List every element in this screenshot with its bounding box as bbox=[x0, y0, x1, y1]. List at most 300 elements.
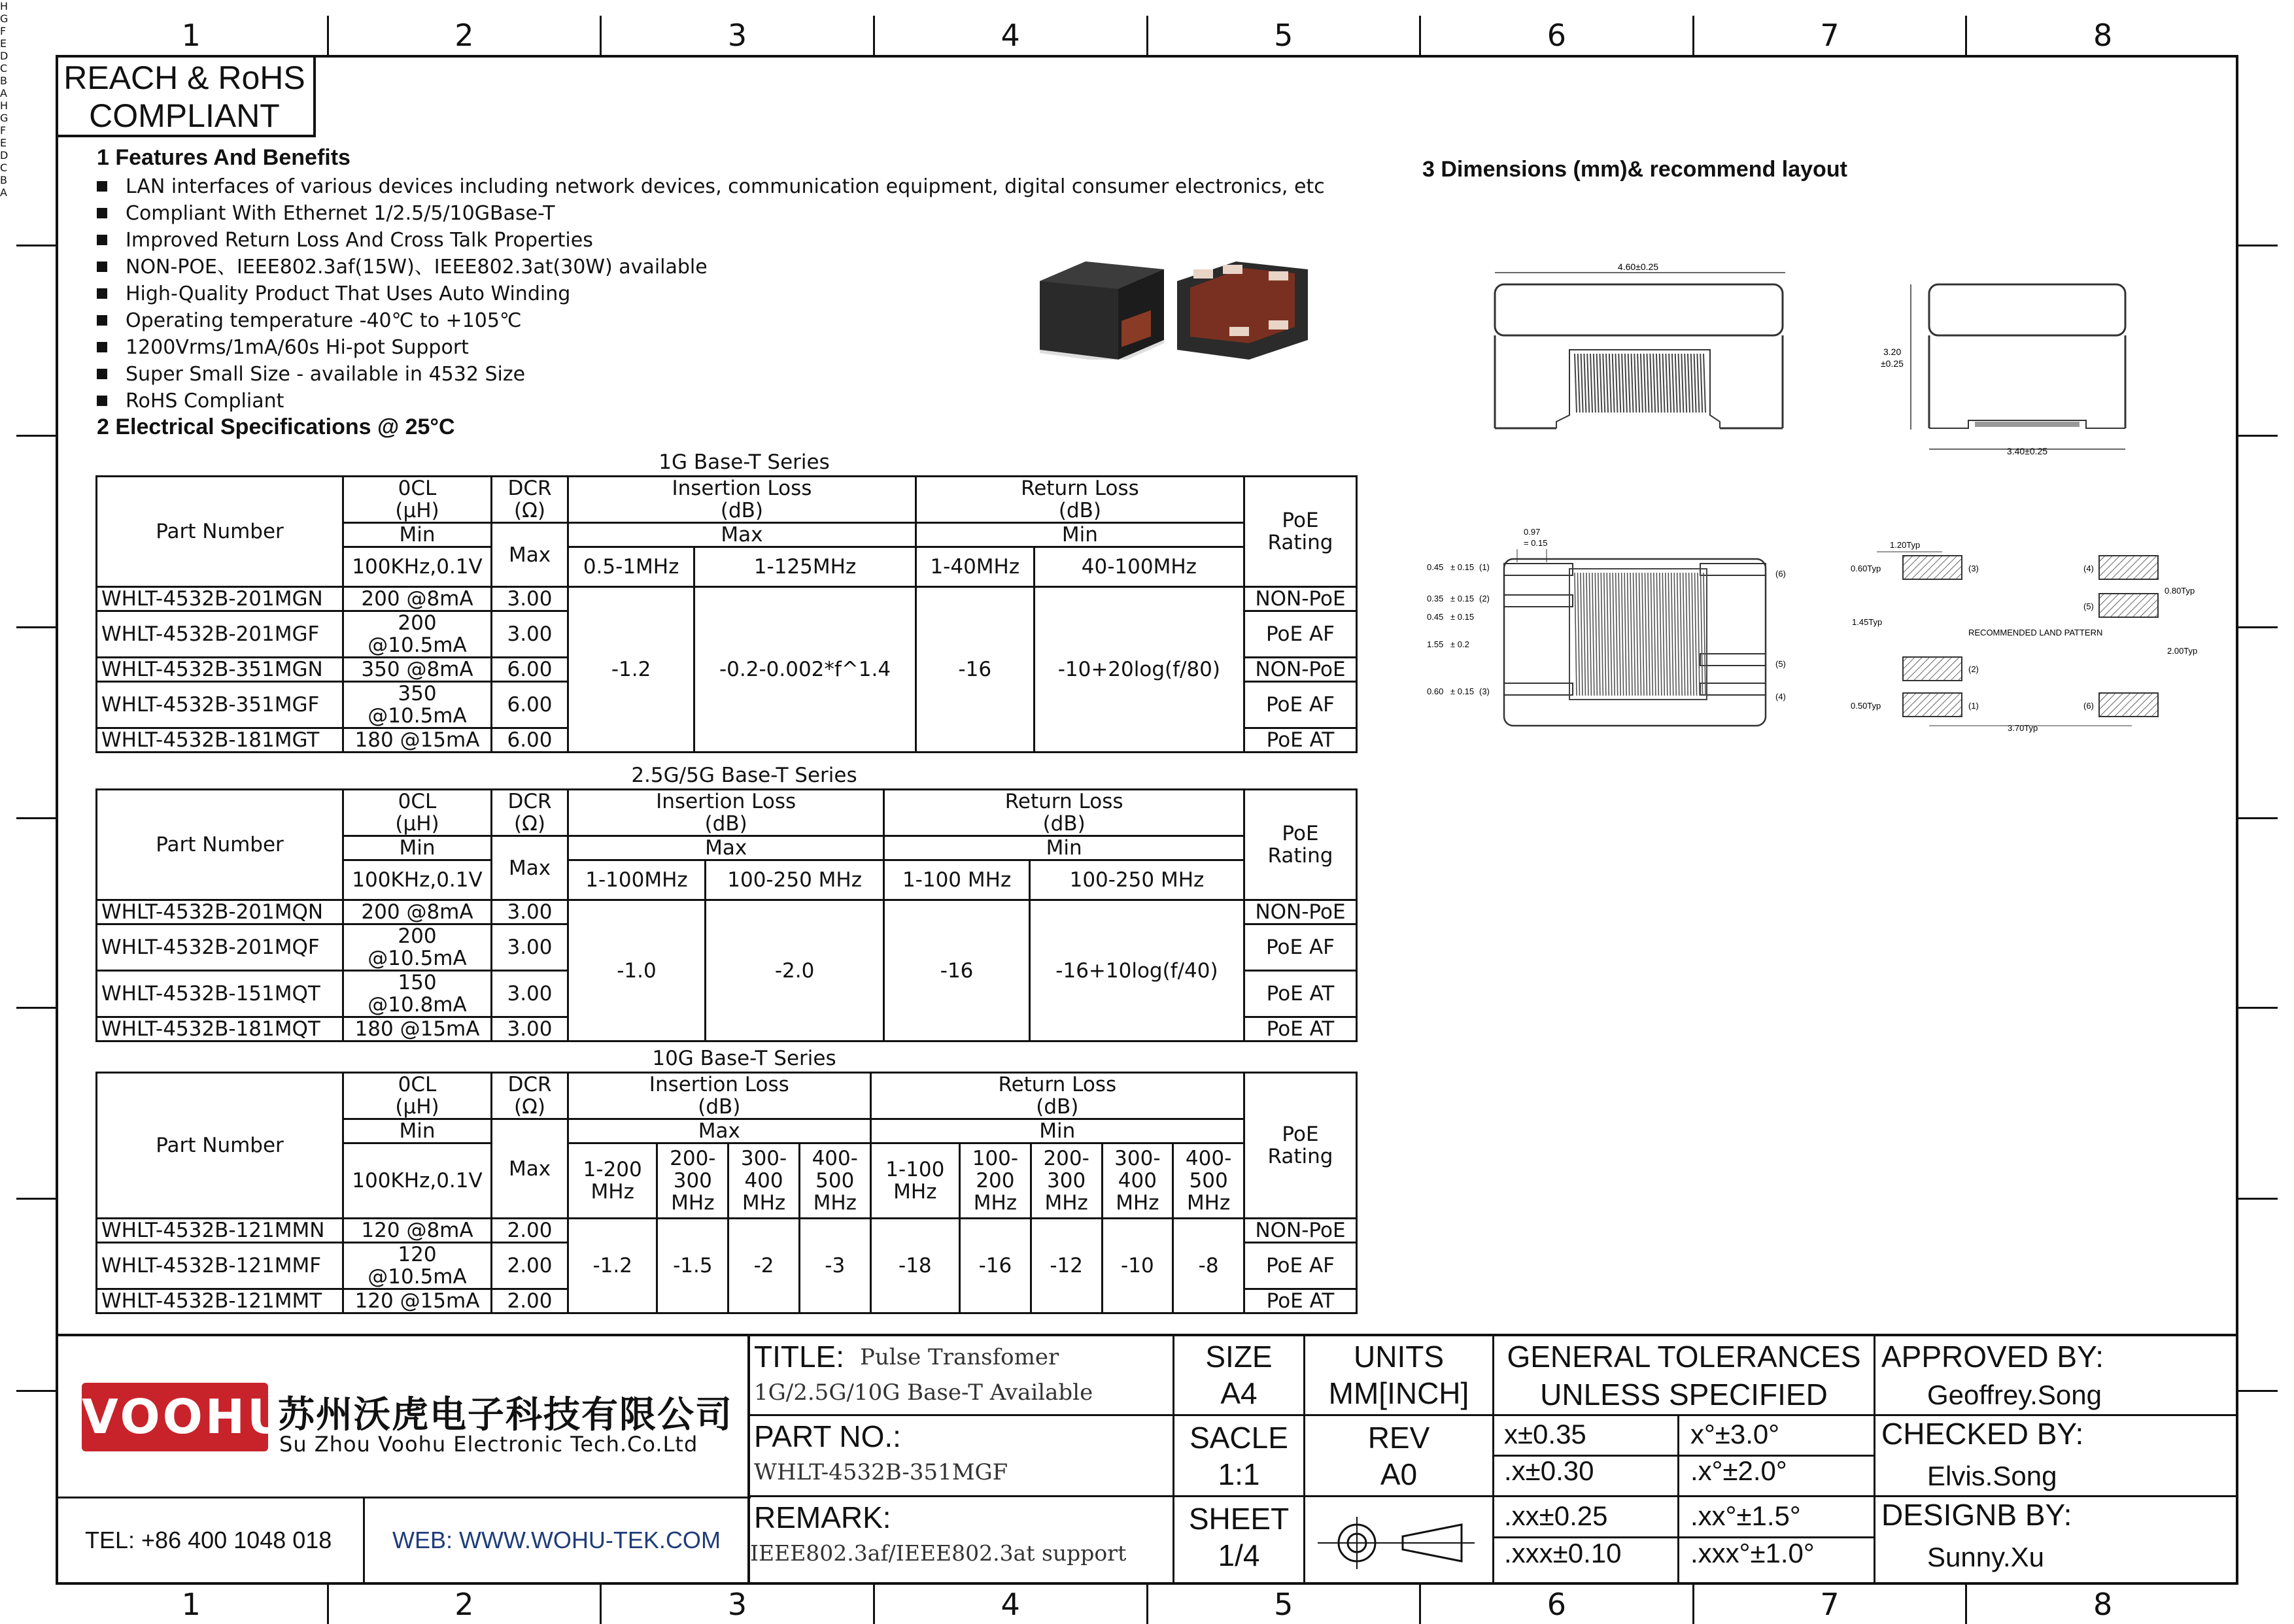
coil-wire bbox=[1688, 354, 1690, 413]
poe-rating-cell: PoE AF bbox=[1244, 1243, 1357, 1289]
row-label: D bbox=[0, 149, 9, 161]
band-header: 1-100MHz bbox=[568, 860, 706, 900]
svg-text:± 0.2: ± 0.2 bbox=[1450, 639, 1469, 649]
min-label: Min bbox=[343, 523, 492, 547]
coil-wire bbox=[1637, 354, 1639, 413]
row-label: B bbox=[0, 75, 7, 87]
column-label: 8 bbox=[2093, 18, 2113, 53]
sheet-value: 1/4 bbox=[1218, 1538, 1260, 1572]
column-label: 4 bbox=[875, 16, 1148, 55]
feature-item: Super Small Size - available in 4532 Size bbox=[97, 361, 1339, 388]
band-header: 40-100MHz bbox=[1034, 547, 1244, 587]
band-header: 1-40MHz bbox=[916, 547, 1034, 587]
ocl-cell: 120 @10.5mA bbox=[343, 1243, 492, 1289]
height-tolerance: ±0.25 bbox=[1881, 358, 1904, 369]
table-2g5-spec bbox=[95, 788, 1358, 1042]
column-index-top bbox=[56, 16, 2238, 55]
poe-rating-header: PoE Rating bbox=[1244, 477, 1357, 587]
max-label: Max bbox=[568, 523, 916, 547]
svg-text:1.45Typ: 1.45Typ bbox=[1852, 617, 1883, 627]
row-label: C bbox=[0, 62, 8, 75]
title-value-2: 1G/2.5G/10G Base-T Available bbox=[754, 1379, 1093, 1406]
svg-text:± 0.15: ± 0.15 bbox=[1450, 562, 1475, 572]
row-label: F bbox=[0, 25, 7, 37]
dcr-cell: 3.00 bbox=[492, 924, 568, 971]
table-row bbox=[97, 1219, 1357, 1243]
feature-item: 1200Vrms/1mA/60s Hi-pot Support bbox=[97, 334, 1339, 361]
row-label: C bbox=[0, 161, 8, 174]
svg-text:0.35: 0.35 bbox=[1427, 594, 1444, 603]
coil-wire bbox=[1703, 354, 1705, 413]
ocl-cell: 150 @10.8mA bbox=[343, 971, 492, 1017]
svg-text:(3): (3) bbox=[1968, 564, 1979, 573]
return-loss-value: -10 bbox=[1102, 1219, 1173, 1313]
min-label: Min bbox=[870, 1119, 1244, 1143]
insertion-loss-header: Insertion Loss (dB) bbox=[568, 477, 916, 523]
size-value: A4 bbox=[1220, 1376, 1258, 1410]
coil-wire bbox=[1631, 354, 1633, 413]
coil-wire bbox=[1674, 573, 1676, 696]
land-pattern-label: RECOMMENDED LAND PATTERN bbox=[1968, 628, 2103, 637]
insertion-loss-value: -1.2 bbox=[568, 1219, 657, 1313]
poe-rating-cell: PoE AF bbox=[1244, 924, 1357, 971]
coil-wire bbox=[1654, 573, 1656, 696]
coil-wire bbox=[1695, 573, 1697, 696]
linear-tolerance: .xxx±0.10 bbox=[1504, 1538, 1622, 1568]
coil-wire bbox=[1685, 354, 1686, 413]
max-label: Max bbox=[492, 1119, 568, 1219]
part-no-value: WHLT-4532B-351MGF bbox=[754, 1459, 1008, 1485]
pin-label: (1) bbox=[1479, 562, 1490, 572]
poe-rating-cell: PoE AF bbox=[1244, 611, 1357, 658]
header-row bbox=[97, 790, 1357, 836]
company-name-cn: 苏州沃虎电子科技有限公司 bbox=[278, 1394, 733, 1436]
coil-wire bbox=[1656, 573, 1658, 696]
dcr-cell: 6.00 bbox=[492, 728, 568, 753]
part-number-cell: WHLT-4532B-181MQT bbox=[97, 1017, 343, 1041]
coil-wire bbox=[1698, 573, 1700, 696]
band-header: 0.5-1MHz bbox=[568, 547, 694, 587]
coil-wire bbox=[1630, 573, 1632, 696]
insertion-loss-value: -2 bbox=[728, 1219, 800, 1313]
dcr-header: DCR (Ω) bbox=[492, 477, 568, 523]
compliance-box bbox=[56, 55, 316, 137]
insertion-loss-header: Insertion Loss (dB) bbox=[568, 790, 884, 836]
return-loss-header: Return Loss (dB) bbox=[884, 790, 1244, 836]
coil-wire bbox=[1656, 354, 1658, 413]
svg-text:± 0.15: ± 0.15 bbox=[1450, 612, 1475, 622]
coil-wire bbox=[1589, 573, 1591, 696]
pin-label: (6) bbox=[1775, 569, 1786, 579]
poe-rating-cell: PoE AT bbox=[1244, 1017, 1357, 1041]
band-header: 100-250 MHz bbox=[1029, 860, 1244, 900]
coil-wire bbox=[1660, 354, 1662, 413]
band-header: 100- 200 MHz bbox=[960, 1143, 1031, 1219]
band-header: 1-125MHz bbox=[694, 547, 916, 587]
ocl-header: 0CL (μH) bbox=[343, 477, 492, 523]
row-divider bbox=[16, 817, 56, 819]
coil-wire bbox=[1594, 354, 1596, 413]
ocl-cell: 200 @8mA bbox=[343, 900, 492, 924]
coil-wire bbox=[1697, 354, 1699, 413]
ocl-cell: 180 @15mA bbox=[343, 728, 492, 753]
sheet-label: SHEET bbox=[1188, 1502, 1290, 1536]
dcr-cell: 3.00 bbox=[492, 1017, 568, 1041]
part-number-cell: WHLT-4532B-201MGF bbox=[97, 611, 343, 658]
column-label: 3 bbox=[602, 1585, 875, 1624]
test-condition: 100KHz,0.1V bbox=[343, 1143, 492, 1219]
company-name-en: Su Zhou Voohu Electronic Tech.Co.Ltd bbox=[279, 1432, 698, 1457]
coil-wire bbox=[1618, 354, 1620, 413]
band-header: 1-100 MHz bbox=[884, 860, 1030, 900]
coil-wire bbox=[1590, 354, 1592, 413]
part-number-cell: WHLT-4532B-181MGT bbox=[97, 728, 343, 753]
units-label: UNITS bbox=[1354, 1340, 1444, 1374]
coil-wire bbox=[1575, 573, 1577, 696]
test-condition: 100KHz,0.1V bbox=[343, 860, 492, 900]
svg-text:3.70Typ: 3.70Typ bbox=[2008, 723, 2038, 733]
table-row bbox=[97, 587, 1357, 611]
insertion-loss-header: Insertion Loss (dB) bbox=[568, 1073, 871, 1119]
part-no-label: PART NO.: bbox=[754, 1419, 901, 1453]
pin-label: (5) bbox=[1775, 659, 1786, 669]
table-1g-spec bbox=[95, 475, 1358, 753]
header-row bbox=[97, 1073, 1357, 1119]
band-header: 200- 300 MHz bbox=[1031, 1143, 1102, 1219]
poe-rating-cell: NON-PoE bbox=[1244, 658, 1357, 682]
band-header: 400- 500 MHz bbox=[799, 1143, 870, 1219]
max-label: Max bbox=[492, 836, 568, 900]
insertion-loss-value: -2.0 bbox=[705, 900, 883, 1041]
dcr-header: DCR (Ω) bbox=[492, 790, 568, 836]
company-logo: VOOHU bbox=[82, 1383, 268, 1451]
features-title: 1 Features And Benefits bbox=[97, 145, 351, 170]
svg-text:0.60Typ: 0.60Typ bbox=[1851, 564, 1881, 573]
length-dimension: 4.60±0.25 bbox=[1617, 262, 1659, 272]
return-loss-value: -10+20log(f/80) bbox=[1034, 587, 1244, 753]
band-header: 100-250 MHz bbox=[705, 860, 883, 900]
linear-tolerance: .x±0.30 bbox=[1504, 1455, 1594, 1486]
poe-rating-cell: PoE AF bbox=[1244, 682, 1357, 728]
coil-wire bbox=[1625, 354, 1627, 413]
table-row bbox=[97, 900, 1357, 924]
min-label: Min bbox=[884, 836, 1244, 860]
coil-wire bbox=[1691, 354, 1693, 413]
column-label: 5 bbox=[1148, 1585, 1422, 1624]
coil-wire bbox=[1679, 354, 1681, 413]
remark-label: REMARK: bbox=[754, 1500, 891, 1534]
table-2g5-caption: 2.5G/5G Base-T Series bbox=[631, 764, 857, 787]
compliance-line-1: REACH & RoHS bbox=[63, 59, 305, 96]
table-1g-caption: 1G Base-T Series bbox=[659, 450, 830, 474]
part-number-cell: WHLT-4532B-201MGN bbox=[97, 587, 343, 611]
checked-value: Elvis.Song bbox=[1927, 1461, 2057, 1491]
coil-wire bbox=[1603, 354, 1605, 413]
coil-wire bbox=[1694, 354, 1696, 413]
units-value: MM[INCH] bbox=[1328, 1376, 1469, 1410]
band-header: 1-200 MHz bbox=[568, 1143, 657, 1219]
coil-wire bbox=[1677, 573, 1679, 696]
svg-text:0.60: 0.60 bbox=[1427, 686, 1444, 696]
coil-wire bbox=[1648, 573, 1650, 696]
linear-tolerance: .xx±0.25 bbox=[1504, 1500, 1608, 1531]
part-number-header: Part Number bbox=[97, 477, 343, 587]
coil-wire bbox=[1666, 354, 1668, 413]
product-image bbox=[1033, 235, 1314, 360]
ocl-header: 0CL (μH) bbox=[343, 790, 492, 836]
insertion-loss-value: -3 bbox=[799, 1219, 870, 1313]
coil-wire bbox=[1639, 573, 1641, 696]
max-label: Max bbox=[568, 836, 884, 860]
angle-tolerance: .x°±2.0° bbox=[1690, 1455, 1787, 1486]
coil-wire bbox=[1700, 354, 1702, 413]
row-divider bbox=[2238, 1390, 2278, 1392]
coil-wire bbox=[1666, 573, 1668, 696]
column-label: 5 bbox=[1148, 16, 1422, 55]
insertion-loss-value: -0.2-0.002*f^1.4 bbox=[694, 587, 916, 753]
return-loss-value: -16 bbox=[916, 587, 1034, 753]
coil-wire bbox=[1703, 573, 1705, 696]
ocl-cell: 180 @15mA bbox=[343, 1017, 492, 1041]
dcr-cell: 3.00 bbox=[492, 587, 568, 611]
ocl-cell: 200 @8mA bbox=[343, 587, 492, 611]
title-value: Pulse Transfomer bbox=[860, 1344, 1059, 1370]
max-label: Max bbox=[492, 523, 568, 587]
coil-wire bbox=[1641, 354, 1643, 413]
dcr-cell: 3.00 bbox=[492, 971, 568, 1017]
feature-item: Compliant With Ethernet 1/2.5/5/10GBase-T bbox=[97, 200, 1339, 227]
min-label: Min bbox=[916, 523, 1244, 547]
coil-wire bbox=[1660, 573, 1662, 696]
coil-wire bbox=[1628, 354, 1630, 413]
coil-wire bbox=[1634, 354, 1636, 413]
tolerance-title bbox=[1494, 1338, 1874, 1413]
coil-wire bbox=[1634, 573, 1635, 696]
ocl-header: 0CL (μH) bbox=[343, 1073, 492, 1119]
row-label: E bbox=[0, 137, 7, 149]
end-view-drawing bbox=[1864, 258, 2151, 467]
coil-wire bbox=[1663, 354, 1665, 413]
remark-value: IEEE802.3af/IEEE802.3at support bbox=[750, 1540, 1127, 1566]
min-label: Min bbox=[343, 1119, 492, 1143]
coil-wire bbox=[1644, 354, 1646, 413]
row-label: H bbox=[0, 99, 9, 112]
designed-label: DESIGNB BY: bbox=[1881, 1498, 2072, 1532]
rev-label: REV bbox=[1367, 1421, 1430, 1455]
tolerance-title-line-2: UNLESS SPECIFIED bbox=[1540, 1378, 1828, 1412]
svg-text:1.20Typ: 1.20Typ bbox=[1890, 540, 1921, 550]
return-loss-value: -16+10log(f/40) bbox=[1029, 900, 1244, 1041]
coil-wire bbox=[1672, 354, 1674, 413]
dcr-cell: 6.00 bbox=[492, 682, 568, 728]
coil-wire bbox=[1584, 354, 1586, 413]
part-number-cell: WHLT-4532B-121MMT bbox=[97, 1289, 343, 1313]
svg-text:0.45: 0.45 bbox=[1427, 562, 1444, 572]
row-divider bbox=[2238, 435, 2278, 437]
svg-text:± 0.15: ± 0.15 bbox=[1450, 594, 1475, 603]
row-label: G bbox=[0, 12, 9, 25]
ocl-cell: 120 @15mA bbox=[343, 1289, 492, 1313]
row-divider bbox=[16, 1198, 56, 1200]
coil-wire bbox=[1615, 354, 1617, 413]
coil-wire bbox=[1578, 354, 1580, 413]
company-web-link[interactable]: WEB: WWW.WOHU-TEK.COM bbox=[392, 1527, 721, 1553]
coil-wire bbox=[1701, 573, 1703, 696]
angle-tolerance: .xx°±1.5° bbox=[1690, 1500, 1801, 1531]
poe-rating-header: PoE Rating bbox=[1244, 1073, 1357, 1219]
dcr-cell: 3.00 bbox=[492, 611, 568, 658]
svg-text:2.00Typ: 2.00Typ bbox=[2167, 646, 2198, 656]
coil-wire bbox=[1616, 573, 1618, 696]
coil-wire bbox=[1647, 354, 1649, 413]
column-label: 6 bbox=[1421, 1585, 1694, 1624]
part-number-cell: WHLT-4532B-201MQF bbox=[97, 924, 343, 971]
return-loss-value: -16 bbox=[960, 1219, 1031, 1313]
svg-text:0.50Typ: 0.50Typ bbox=[1851, 701, 1881, 711]
pin-label: (2) bbox=[1479, 594, 1490, 603]
angle-tolerance: .xxx°±1.0° bbox=[1690, 1538, 1815, 1568]
row-label: B bbox=[0, 174, 7, 186]
coil-wire bbox=[1686, 573, 1688, 696]
size-label: SIZE bbox=[1205, 1340, 1273, 1374]
ocl-cell: 350 @10.5mA bbox=[343, 682, 492, 728]
coil-wire bbox=[1586, 573, 1588, 696]
coil-wire bbox=[1613, 573, 1615, 696]
coil-wire bbox=[1622, 573, 1624, 696]
product-photo-illustration bbox=[1033, 235, 1314, 360]
projection-symbol-icon bbox=[1318, 1510, 1481, 1576]
dcr-header: DCR (Ω) bbox=[492, 1073, 568, 1119]
band-header: 400- 500 MHz bbox=[1173, 1143, 1244, 1219]
height-dimension: 3.20 bbox=[1883, 347, 1902, 357]
coil-wire bbox=[1671, 573, 1673, 696]
feature-item: Improved Return Loss And Cross Talk Properties bbox=[97, 227, 1339, 254]
ocl-cell: 200 @10.5mA bbox=[343, 611, 492, 658]
table-10g-caption: 10G Base-T Series bbox=[652, 1047, 836, 1070]
coil-wire bbox=[1583, 573, 1585, 696]
scale-value: 1:1 bbox=[1218, 1457, 1260, 1491]
row-divider bbox=[16, 626, 56, 628]
return-loss-header: Return Loss (dB) bbox=[916, 477, 1244, 523]
row-label: A bbox=[0, 186, 7, 199]
column-label: 1 bbox=[56, 16, 329, 55]
coil-wire bbox=[1577, 573, 1579, 696]
min-label: Min bbox=[343, 836, 492, 860]
test-condition: 100KHz,0.1V bbox=[343, 547, 492, 587]
coil-wire bbox=[1601, 573, 1603, 696]
coil-wire bbox=[1668, 573, 1670, 696]
part-number-cell: WHLT-4532B-121MMF bbox=[97, 1243, 343, 1289]
column-label: 3 bbox=[602, 16, 875, 55]
coil-wire bbox=[1598, 573, 1600, 696]
dcr-cell: 2.00 bbox=[492, 1243, 568, 1289]
coil-wire bbox=[1595, 573, 1597, 696]
approved-value: Geoffrey.Song bbox=[1927, 1379, 2102, 1410]
row-label: D bbox=[0, 50, 9, 62]
part-number-header: Part Number bbox=[97, 790, 343, 900]
coil-wire bbox=[1645, 573, 1647, 696]
designed-value: Sunny.Xu bbox=[1927, 1542, 2045, 1572]
coil-wire bbox=[1628, 573, 1630, 696]
column-label: 7 bbox=[1694, 1585, 1968, 1624]
coil-wire bbox=[1675, 354, 1677, 413]
coil-wire bbox=[1636, 573, 1638, 696]
coil-wire bbox=[1592, 573, 1594, 696]
part-number-cell: WHLT-4532B-201MQN bbox=[97, 900, 343, 924]
coil-wire bbox=[1581, 573, 1583, 696]
svg-text:± 0.15: ± 0.15 bbox=[1450, 686, 1475, 696]
insertion-loss-value: -1.2 bbox=[568, 587, 694, 753]
ocl-cell: 200 @10.5mA bbox=[343, 924, 492, 971]
return-loss-value: -12 bbox=[1031, 1219, 1102, 1313]
coil-wire bbox=[1650, 354, 1652, 413]
land-pattern-drawing bbox=[1851, 536, 2230, 745]
feature-item: RoHS Compliant bbox=[97, 388, 1339, 414]
scale-label: SACLE bbox=[1190, 1421, 1288, 1455]
column-label: 2 bbox=[329, 16, 602, 55]
coil-wire bbox=[1624, 573, 1626, 696]
svg-text:(4): (4) bbox=[2083, 564, 2094, 573]
coil-wire bbox=[1618, 573, 1620, 696]
column-label: 6 bbox=[1421, 16, 1694, 55]
return-loss-value: -16 bbox=[884, 900, 1030, 1041]
dcr-cell: 3.00 bbox=[492, 900, 568, 924]
header-row bbox=[97, 477, 1357, 523]
top-view-drawing bbox=[1426, 523, 1805, 745]
coil-wire bbox=[1587, 354, 1589, 413]
return-loss-value: -18 bbox=[870, 1219, 959, 1313]
insertion-loss-value: -1.5 bbox=[657, 1219, 728, 1313]
poe-rating-cell: NON-PoE bbox=[1244, 587, 1357, 611]
band-header: 1-100 MHz bbox=[870, 1143, 959, 1219]
coil-wire bbox=[1607, 573, 1609, 696]
coil-wire bbox=[1681, 354, 1683, 413]
row-label: E bbox=[0, 37, 7, 50]
part-number-cell: WHLT-4532B-121MMN bbox=[97, 1219, 343, 1243]
coil-wire bbox=[1683, 573, 1685, 696]
coil-wire bbox=[1651, 573, 1652, 696]
coil-wire bbox=[1680, 573, 1682, 696]
company-tel: TEL: +86 400 1048 018 bbox=[85, 1527, 332, 1553]
dimensions-title: 3 Dimensions (mm)& recommend layout bbox=[1422, 157, 1847, 182]
feature-item: LAN interfaces of various devices including network devices, communication equipment, digital consumer electronics, etc bbox=[97, 173, 1339, 200]
coil-wire bbox=[1609, 354, 1611, 413]
row-divider bbox=[16, 1390, 56, 1392]
svg-text:0.97: 0.97 bbox=[1524, 527, 1541, 537]
pin-label: (4) bbox=[1775, 692, 1786, 702]
coil-wire bbox=[1642, 573, 1644, 696]
part-number-cell: WHLT-4532B-351MGN bbox=[97, 658, 343, 682]
row-divider bbox=[16, 1007, 56, 1009]
column-label: 2 bbox=[329, 1585, 602, 1624]
angle-tolerance: x°±3.0° bbox=[1690, 1419, 1780, 1449]
row-divider bbox=[2238, 245, 2278, 246]
coil-wire bbox=[1604, 573, 1606, 696]
coil-wire bbox=[1600, 354, 1601, 413]
checked-label: CHECKED BY: bbox=[1881, 1417, 2084, 1451]
ocl-cell: 120 @8mA bbox=[343, 1219, 492, 1243]
svg-text:1.55: 1.55 bbox=[1427, 639, 1444, 649]
dcr-cell: 2.00 bbox=[492, 1289, 568, 1313]
band-header: 300- 400 MHz bbox=[728, 1143, 800, 1219]
linear-tolerance: x±0.35 bbox=[1504, 1419, 1586, 1449]
table-10g-spec bbox=[95, 1072, 1358, 1314]
svg-text:0.80Typ: 0.80Typ bbox=[2165, 586, 2195, 596]
row-divider bbox=[16, 435, 56, 437]
poe-rating-cell: NON-PoE bbox=[1244, 1219, 1357, 1243]
svg-text:(1): (1) bbox=[1968, 701, 1979, 711]
approved-label: APPROVED BY: bbox=[1881, 1340, 2104, 1374]
